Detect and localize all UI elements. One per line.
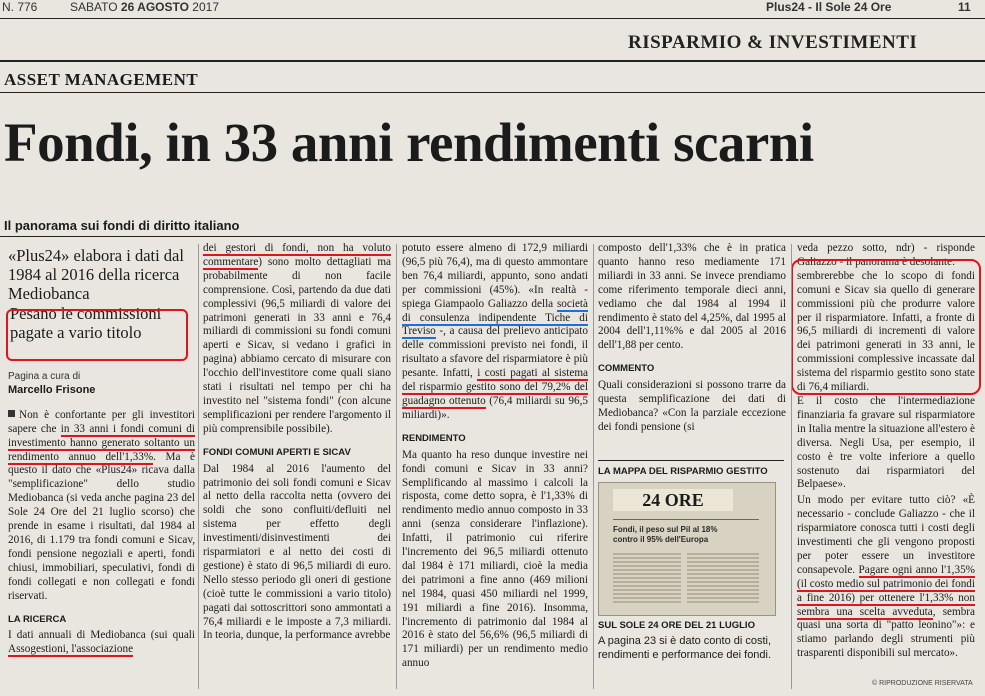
col1-body: Non è confortante per gli investitori sapere che in 33 anni i fondi comuni di investimento hanno generato soltanto un rendimento annuo dell'1,33%. Ma è questo il dato che «Plus24» ricava dalla "semplificazione" dello studio Mediobanca (si veda anche pagina 23 del Sole 24 Ore del 21 luglio scorso) che prende in esame i risultati, dal 1984 al 2016, di 1.179 tra fondi comuni e Sicav, fondi pensione negoziali e aperti, fondi chiusi, immobiliari, speculativi, fondi di fondi collegati e non collegati e fondi riservati. (8, 408, 195, 602)
subheading-rendimento: RENDIMENTO (402, 432, 466, 444)
intro-text: «Plus24» elabora i dati dal 1984 al 2016 della ricerca Mediobanca (8, 246, 184, 303)
intro-highlight: Pesano le commissioni pagate a vario titolo (10, 304, 162, 342)
kicker: ASSET MANAGEMENT (4, 70, 199, 89)
caption-text: A pagina 23 si è dato conto di costi, rendimenti e performance dei fondi. (598, 635, 772, 661)
subheadline: Il panorama sui fondi di diritto italiano (4, 218, 240, 233)
header-rule (0, 18, 985, 19)
col1-body-2: I dati annuali di Mediobanca (sui quali Assogestioni, l'associazione (8, 629, 195, 656)
caption-heading: SUL SOLE 24 ORE DEL 21 LUGLIO (598, 620, 755, 631)
section-rule (0, 60, 985, 62)
credit-name: Marcello Frisone (8, 383, 96, 396)
col2-body-1: dei gestori di fondi, non ha voluto commentare) sono molto dettagliati ma probabilmente di non facile comprensione. Così, partendo da due dati complessivi (96,5 miliardi di valore dei patrimoni generati in 33 anni e 76,4 miliardi di commissioni su fondi comuni aperti e Sicav, si vedano i grafici in pagina) abbiamo cercato di misurare con l'occhio dell'investitore come quali siano stati i risultati nel tempo per chi ha investito nel "sistema fondi" (con alcune semplificazioni per rendere l'argomento il più comprensibile possibile). (203, 242, 391, 435)
red-box-quote (791, 259, 981, 395)
col5-body-2: Un modo per evitare tutto ciò? «È necessario - conclude Galiazzo - che il risparmiatore conosca tutti i costi degli investimenti che gli vengono proposti per poter essere un investitore consapevole. Pagare ogni anno l'1,35% (il costo medio sul patrimonio dei fondi a fine 2016) per ottenere l'1,33% non sembra una scelta avveduta, sembra quasi una sorta di "patto leonino"»: e stiamo parlando degli strumenti più trasparenti disponibili sul mercato». (797, 494, 975, 660)
col3-body-2: Ma quanto ha reso dunque investire nei fondi comuni e Sicav in 33 anni? Semplificando al massimo i calcoli la risposta, come detto sopra, è l'1,33% di rendimento medio annuo composto in 33 anni (senza considerare l'inflazione). Infatti, il patrimonio cui riferire l'incremento dei 96,5 miliardi ottenuto dal 1984 è 171 miliardi, cioè la media dei patrimoni a fine anno (469 milioni nel 1984, quasi 450 miliardi nel 1999, 191 miliardi a fine 2016). Insomma, l'incremento di patrimonio dal 1984 al 2016 è stato del 56,6% (96,5 miliardi di 171 miliardi) per un rendimento medio annuo (402, 448, 588, 670)
credit-label: Pagina a cura di (8, 371, 81, 382)
thumbnail-text-block-2 (687, 553, 759, 603)
section-title: RISPARMIO & INVESTIMENTI (628, 32, 918, 53)
issue-date: SABATO 26 AGOSTO 2017 (70, 0, 219, 14)
red-underline-3: i costi pagati al sistema del risparmio gestito sono del 79,2% del guadagno ottenuto (402, 367, 588, 407)
column-4 (598, 242, 786, 435)
subheading-fondi: FONDI COMUNI APERTI E SICAV (203, 446, 351, 458)
red-underline-1: in 33 anni i fondi comuni di investimento hanno generato soltanto un rendimento annuo dell'1,33% (8, 422, 195, 463)
column-1 (8, 246, 195, 657)
column-2 (203, 242, 391, 643)
column-3 (402, 242, 588, 671)
col5-body-1: E il costo che l'intermediazione finanziaria fa gravare sul risparmiatore in Italia mentre la situazione all'estero è diversa. Negli Usa, per esempio, il costo è tre volte inferiore a quello sostenuto dai risparmiatori del Belpaese». (797, 394, 975, 491)
col3-body-1: potuto essere almeno di 172,9 miliardi (96,5 più 76,4), ma di questo ammontare ben 76,4 miliardi, appunto, sono andati per commissioni (45%). «In realtà - spiega Giampaolo Galiazzo della società di consulenza indipendente Tiche di Treviso -, a causa del prelievo anticipato delle commissioni previsto nei fondi, il risultato a sfavore del risparmiatore è più pesante. Infatti, i costi pagati al sistema del risparmio gestito sono del 79,2% del guadagno ottenuto (76,4 miliardi su 96,5 miliardi)». (402, 242, 588, 421)
box-heading: LA MAPPA DEL RISPARMIO GESTITO (598, 466, 768, 477)
col5-top: veda pezzo sotto, ndr) - risponde Galiazzo - il panorama è desolante: (797, 242, 975, 268)
box-rule-top (598, 460, 784, 461)
subheading-commento: COMMENTO (598, 363, 655, 375)
newspaper-thumbnail (598, 482, 776, 616)
headline: Fondi, in 33 anni rendimenti scarni (4, 112, 814, 173)
red-underline-4: Pagare ogni anno l'1,35% (il costo medio sul patrimonio dei fondi a fine 2016) per ottenere l'1,33% non sembra una scelta avveduta (797, 563, 975, 618)
col4-body-2: Quali considerazioni si possono trarre da questa semplificazione dei dati di Mediobanca? «Con la parziale eccezione dei fondi pensione (si (598, 379, 786, 433)
thumbnail-headline: Fondi, il peso sul Pil al 18% contro il 95% dell'Europa (613, 525, 718, 544)
col5-boxed-text: sembrerebbe che lo scopo di fondi comuni e Sicav sia quello di generare commissioni più che produrre valore per il risparmiatore. Infatti, a fronte di 96,5 miliardi di incrementi di valore dei patrimoni generati in 33 anni, le commissioni complessive incassate dal sistema del risparmio gestito sono state di 76,4 miliardi. (797, 269, 975, 394)
subheadline-rule (0, 236, 985, 237)
masthead: Plus24 - Il Sole 24 Ore (766, 0, 892, 14)
blue-underline: società di consulenza indipendente Tiche di Treviso (402, 297, 588, 338)
col4-body-1: composto dell'1,33% che è in pratica quanto hanno reso mediamente 171 miliardi in 33 anni. Se invece prendiamo come riferimento temporale dieci anni, vediamo che dal 1984 al 1994 il rendimento è stato del 4,25%, dal 1995 al 2004 dell'1,11%% e dal 2005 al 2016 dell'1,88 per cento. (598, 242, 786, 352)
copyright: © RIPRODUZIONE RISERVATA (872, 680, 973, 687)
thumbnail-logo: 24 ORE (613, 489, 733, 511)
thumbnail-text-block (613, 553, 681, 603)
red-box-intro (6, 309, 188, 361)
kicker-rule (0, 92, 985, 93)
bullet-square-icon (8, 410, 15, 417)
issue-number: N. 776 (2, 0, 38, 14)
red-underline-2: dei gestori di fondi, non ha voluto commentare (203, 242, 391, 268)
page-number: 11 (958, 0, 971, 14)
col2-body-2: Dal 1984 al 2016 l'aumento del patrimonio dei soli fondi comuni e Sicav al netto della raccolta netta (ovvero dei soldi che sono confluiti/defluiti nel sistema per effetto degli investimenti/disinvestimenti dei risparmiatori e al netto dei costi di gestione) è stato di 96,5 miliardi di euro. Nello stesso periodo gli oneri di gestione (cioè tutte le commissioni a vario titolo) pagati dai sottoscrittori sono ammontati a 76,4 miliardi e le imposte a 7,3 miliardi. In teoria, dunque, la performance avrebbe (203, 462, 391, 642)
subheading-ricerca: LA RICERCA (8, 613, 67, 625)
